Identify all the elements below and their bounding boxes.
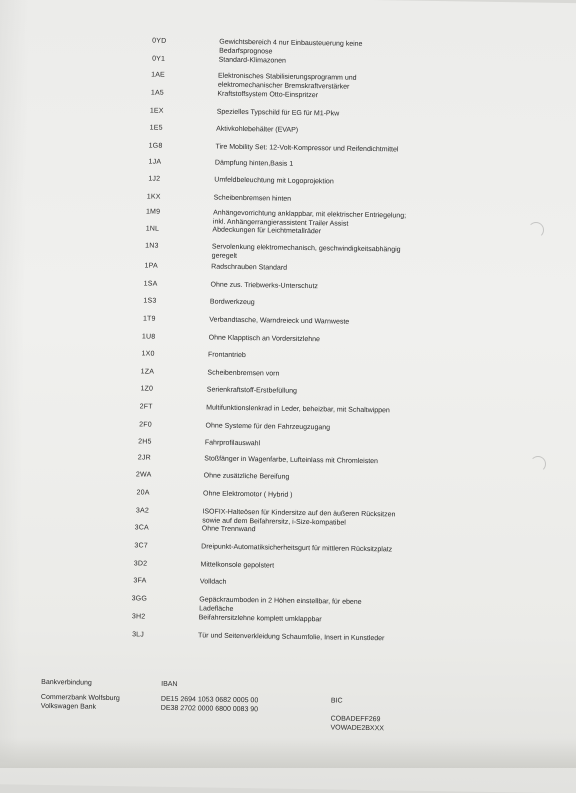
description-line: Multifunktionslenkrad in Leder, beheizbar, mit Schaltwippen	[206, 404, 390, 415]
equipment-row	[0, 239, 546, 260]
equipment-row	[0, 592, 541, 613]
equipment-description	[207, 385, 427, 397]
description-line: Gepäckraumboden in 2 Höhen einstellbar, für ebene	[199, 596, 362, 606]
equipment-code: 1SA	[143, 280, 158, 288]
bank-name: Volkswagen Bank	[40, 702, 97, 711]
equipment-description	[201, 542, 421, 554]
description-line: Aktivkohlebehälter (EVAP)	[216, 125, 299, 134]
description-line: elektromechanischer Bremskraftverstärker	[217, 81, 350, 91]
equipment-row	[0, 121, 548, 134]
equipment-row	[0, 628, 540, 643]
equipment-code: 2F0	[139, 421, 152, 429]
description-line: geregelt	[211, 252, 238, 260]
equipment-row	[0, 205, 547, 228]
equipment-code: 1N3	[145, 242, 159, 250]
equipment-code: 3CA	[134, 524, 149, 532]
equipment-row	[0, 330, 545, 344]
description-line: Spezielles Typschild für EG für M1-Pkw	[216, 108, 340, 118]
equipment-code: 3C7	[134, 542, 148, 550]
equipment-description	[205, 421, 425, 433]
equipment-code: 3LJ	[132, 631, 145, 639]
equipment-row	[0, 539, 541, 554]
equipment-row	[0, 104, 548, 118]
equipment-code: 1EX	[149, 107, 164, 115]
equipment-row	[0, 277, 545, 291]
description-line: Scheibenbremsen hinten	[213, 194, 292, 203]
equipment-description	[206, 403, 426, 415]
equipment-code: 1S3	[143, 297, 157, 305]
equipment-description	[215, 143, 435, 155]
equipment-row	[0, 365, 544, 378]
iban-value: DE38 2702 0000 6800 0083 90	[160, 704, 259, 714]
equipment-row	[0, 504, 542, 527]
equipment-row	[0, 557, 541, 570]
equipment-description	[209, 315, 429, 327]
equipment-description	[204, 454, 424, 466]
punch-hole-mark	[530, 456, 546, 472]
description-line: Bedarfsprognose	[219, 47, 273, 56]
equipment-code: 1T9	[142, 315, 156, 323]
description-line: Mittelkonsole gepolstert	[200, 561, 275, 570]
description-line: Gewichtsbereich 4 nur Einbausteuerung keine	[219, 38, 363, 48]
equipment-code: 1Z0	[140, 385, 154, 393]
equipment-description	[208, 350, 428, 362]
equipment-row	[0, 451, 543, 466]
equipment-description	[200, 560, 420, 572]
equipment-row	[0, 435, 543, 448]
equipment-description	[216, 125, 436, 137]
description-line: Ohne zusätzliche Bereifung	[203, 472, 290, 481]
bank-names	[41, 693, 120, 712]
equipment-row	[0, 190, 547, 203]
iban-value: DE15 2694 1053 0682 0005 00	[160, 695, 259, 705]
description-line: Tür und Seitenverkleidung Schaumfolie, Insert in Kunstleder	[197, 632, 385, 643]
equipment-code: 1A5	[150, 89, 164, 97]
paper-edge	[0, 738, 576, 768]
description-line: Anhängevorrichtung anklappbar, mit elektrischer Entriegelung;	[213, 209, 407, 220]
description-line: Abdeckungen für Leichtmetallräder	[212, 226, 322, 236]
equipment-row	[0, 34, 549, 56]
equipment-description	[214, 194, 434, 206]
description-line: Servolenkung elektromechanisch, geschwindigkeitsabhängig	[211, 243, 401, 254]
description-line: ISOFIX-Halteösen für Kindersitze auf den äußeren Rücksitzen	[202, 508, 396, 519]
equipment-code: 1NL	[145, 225, 160, 233]
equipment-code: 1KX	[146, 193, 161, 201]
equipment-description	[212, 243, 432, 264]
bic-value: VOWADE2BXXX	[330, 724, 384, 733]
equipment-description	[200, 577, 420, 589]
equipment-description	[217, 108, 437, 120]
description-line: Scheibenbremsen vorn	[207, 369, 280, 378]
description-line: Volldach	[199, 578, 227, 586]
description-line: Ohne Klapptisch an Vordersitzlehne	[208, 334, 321, 344]
bic-value: COBADEFF269	[330, 715, 381, 724]
description-line: Frontantrieb	[207, 351, 246, 360]
equipment-code: 3FA	[133, 577, 147, 585]
equipment-code: 1U8	[141, 333, 156, 341]
equipment-code: 1JA	[148, 158, 162, 166]
equipment-description	[210, 297, 430, 309]
equipment-code: 1M9	[145, 208, 161, 216]
equipment-code: 3GG	[131, 595, 148, 603]
equipment-description	[207, 368, 427, 380]
equipment-row	[0, 312, 545, 326]
bic-values	[330, 714, 384, 733]
equipment-row	[0, 139, 548, 154]
equipment-code: 2H5	[138, 438, 152, 446]
punch-hole-mark	[528, 222, 544, 238]
equipment-code: 1X0	[141, 350, 155, 358]
equipment-description	[210, 281, 430, 293]
description-line: Dämpfung hinten,Basis 1	[214, 159, 294, 168]
equipment-description	[203, 489, 423, 501]
equipment-description	[215, 159, 435, 171]
equipment-description	[205, 438, 425, 450]
equipment-row	[0, 468, 542, 481]
description-line: Dreipunkt-Automatiksicherheitsgurt für mittleren Rücksitzplatz	[201, 543, 393, 554]
page-shadow	[0, 0, 30, 763]
description-line: Stoßfänger in Wagenfarbe, Lufteinlass mit Chromleisten	[204, 455, 379, 466]
equipment-description	[198, 631, 418, 643]
bank-name: Commerzbank Wolfsburg	[40, 693, 120, 703]
description-line: Beifahrersitzlehne komplett umklappbar	[198, 614, 322, 624]
description-line: Tire Mobility Set: 12-Volt-Kompressor und Reifendichtmittel	[215, 143, 399, 154]
description-line: inkl. Anhängerrangierassistent Trailer Assist	[212, 218, 349, 228]
equipment-code: 1E5	[149, 124, 163, 132]
equipment-row	[0, 68, 549, 91]
description-line: Ladefläche	[199, 605, 234, 613]
equipment-code: 2WA	[135, 471, 152, 479]
iban-label: IBAN	[161, 680, 178, 689]
equipment-row	[0, 172, 547, 186]
equipment-code: 2FT	[139, 403, 153, 411]
equipment-row	[0, 155, 547, 168]
equipment-code: 1PA	[144, 262, 158, 270]
description-line: Bordwerkzeug	[209, 298, 255, 307]
description-line: Ohne Trennwand	[201, 525, 256, 534]
description-line: Fahrprofilauswahl	[204, 439, 261, 448]
equipment-code: 2JR	[137, 454, 151, 462]
bank-label: Bankverbindung	[41, 678, 92, 687]
equipment-code: 3D2	[133, 560, 148, 568]
description-line: Serienkraftstoff-Erstbefüllung	[206, 386, 297, 395]
equipment-row	[0, 400, 544, 415]
description-line: Radschrauben Standard	[211, 263, 288, 272]
equipment-code: 1G8	[148, 142, 163, 150]
description-line: Ohne Systeme für den Fahrzeugzugang	[205, 422, 331, 432]
equipment-code: 1J2	[148, 175, 161, 183]
equipment-code: 0YD	[152, 37, 167, 45]
iban-values	[161, 695, 259, 715]
equipment-code: 3A2	[135, 507, 150, 515]
description-line: Kraftstoffsystem Otto-Einspritzer	[217, 90, 319, 100]
description-line: Verbandtasche, Warndreieck und Warnweste	[209, 316, 350, 326]
equipment-description	[204, 471, 424, 483]
description-line: Ohne zus. Triebwerks-Unterschutz	[210, 281, 318, 291]
equipment-description	[211, 263, 431, 275]
equipment-row	[0, 294, 545, 307]
equipment-code: 0Y1	[152, 55, 166, 63]
equipment-code: 1AE	[151, 71, 166, 79]
bic-label: BIC	[330, 697, 343, 705]
description-line: Elektronisches Stabilisierungsprogramm und	[217, 72, 357, 82]
equipment-row	[0, 574, 541, 586]
equipment-row	[0, 418, 543, 432]
description-line: Standard-Klimazonen	[218, 56, 287, 65]
description-line: Umfeldbeleuchtung mit Logoprojektion	[214, 176, 334, 186]
equipment-code: 1ZA	[140, 368, 155, 376]
equipment-description	[214, 176, 434, 188]
description-line: Ohne Elektromotor ( Hybrid )	[203, 490, 293, 499]
equipment-code: 20A	[136, 489, 150, 497]
equipment-description	[209, 333, 429, 345]
equipment-row	[0, 486, 542, 499]
equipment-row	[0, 347, 544, 360]
description-line: sowie auf dem Beifahrersitz, i-Size-kompatibel	[202, 517, 346, 527]
equipment-row	[0, 382, 544, 395]
equipment-code: 3H2	[131, 613, 146, 621]
